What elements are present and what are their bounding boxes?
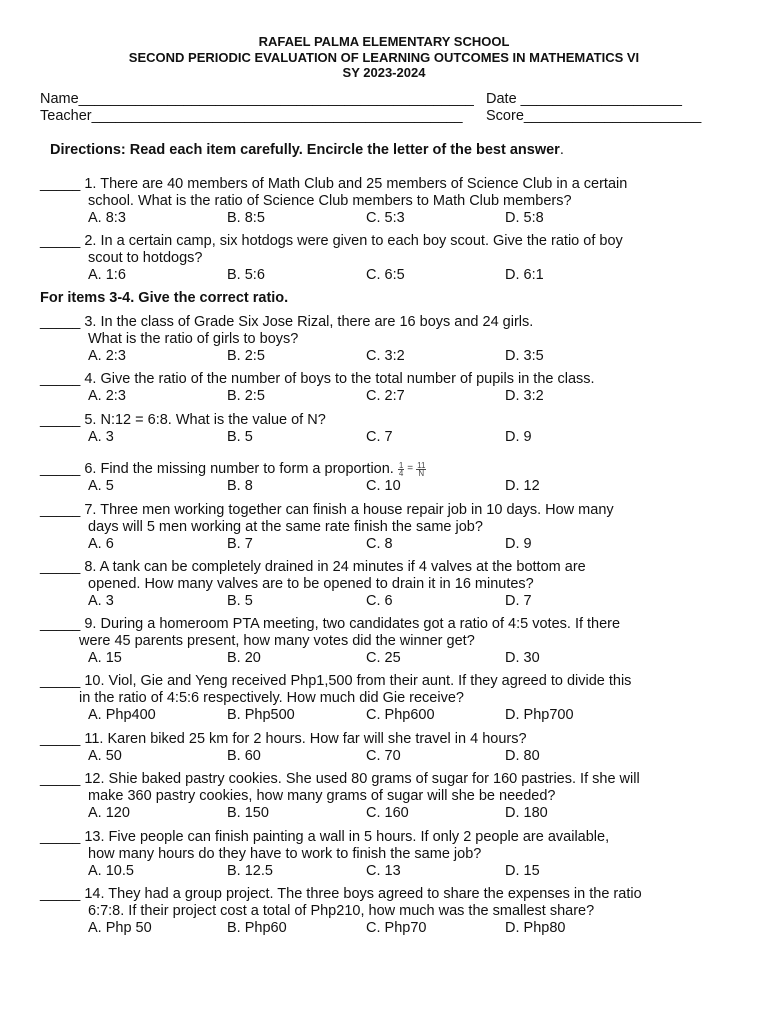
question-12 [40,771,740,821]
directions-text: Directions: Read each item carefully. Encircle the letter of the best answer [50,142,560,158]
choice-c[interactable]: C. 8 [366,535,393,552]
question-9 [40,616,740,666]
choice-b[interactable]: B. 7 [227,535,253,552]
question-text: 3. In the class of Grade Six Jose Rizal, there are 16 boys and 24 girls. [84,314,534,330]
choice-c[interactable]: C. 7 [366,428,393,445]
exam-title: SECOND PERIODIC EVALUATION OF LEARNING OUTCOMES IN MATHEMATICS VI [128,49,640,65]
choice-c[interactable]: C. 6:5 [366,266,405,283]
answer-blank[interactable]: _____ [40,559,81,575]
choice-a[interactable]: A. 6 [88,535,114,552]
question-11 [40,731,740,765]
choice-b[interactable]: B. 12.5 [227,862,273,879]
question-13 [40,829,740,879]
question-text: 1. There are 40 members of Math Club and 25 members of Science Club in a certain [84,176,628,192]
choice-c[interactable]: C. 2:7 [366,387,405,404]
choice-d[interactable]: D. 6:1 [505,266,544,283]
question-text-cont: days will 5 men working at the same rate finish the same job? [88,518,483,535]
question-10 [40,673,740,723]
choice-b[interactable]: B. Php60 [227,919,287,936]
question-text-cont: in the ratio of 4:5:6 respectively. How much did Gie receive? [79,689,464,706]
answer-blank[interactable]: _____ [40,731,81,747]
choice-d[interactable]: D. 15 [505,862,540,879]
question-text: 12. Shie baked pastry cookies. She used 80 grams of sugar for 160 pastries. If she will [84,771,640,787]
choice-b[interactable]: B. 2:5 [227,347,265,364]
answer-blank[interactable]: _____ [40,412,81,428]
fraction-denominator: 4 [398,468,404,478]
choice-b[interactable]: B. 8 [227,478,253,495]
choice-d[interactable]: D. 7 [505,592,532,609]
student-info-fields [40,91,730,125]
directions-period: . [559,142,564,158]
fraction-denominator: N [418,468,425,478]
choice-a[interactable]: A. 15 [88,649,122,666]
question-1 [40,176,740,226]
choice-b[interactable]: B. 20 [227,649,261,666]
choice-b[interactable]: B. Php500 [227,706,295,723]
question-text-cont: 6:7:8. If their project cost a total of Php210, how much was the smallest share? [88,902,595,919]
question-text: 11. Karen biked 25 km for 2 hours. How far will she travel in 4 hours? [84,731,527,747]
date-field[interactable]: Date ____________________ [486,91,682,107]
directions [50,142,564,158]
question-text: 6. Find the missing number to form a proportion. [84,461,394,478]
choice-d[interactable]: D. 3:2 [505,387,544,404]
school-year: SY 2023-2024 [342,65,426,80]
question-text: 2. In a certain camp, six hotdogs were given to each boy scout. Give the ratio of boy [84,233,623,249]
choice-d[interactable]: D. 5:8 [505,209,544,226]
choice-b[interactable]: B. 5 [227,428,253,445]
answer-blank[interactable]: _____ [40,673,81,689]
question-text: 7. Three men working together can finish a house repair job in 10 days. How many [84,502,614,518]
choice-a[interactable]: A. 50 [88,747,122,764]
question-text: 5. N:12 = 6:8. What is the value of N? [84,412,326,428]
choice-d[interactable]: D. 30 [505,649,540,666]
answer-blank[interactable]: _____ [40,616,81,632]
choice-a[interactable]: A. 2:3 [88,347,126,364]
answer-blank[interactable]: _____ [40,502,81,518]
question-5 [40,412,740,446]
choice-b[interactable]: B. 150 [227,804,269,821]
score-field[interactable]: Score______________________ [486,108,702,124]
choice-b[interactable]: B. 8:5 [227,209,265,226]
question-text-cont: how many hours do they have to work to finish the same job? [88,845,482,862]
choice-a[interactable]: A. 5 [88,478,114,495]
document-header [0,34,768,81]
choice-b[interactable]: B. 2:5 [227,387,265,404]
fields-row-1 [40,91,730,108]
proportion-equation [398,461,427,478]
question-7 [40,502,740,552]
question-text-cont: opened. How many valves are to be opened to drain it in 16 minutes? [88,575,534,592]
fields-row-2 [40,108,730,125]
choice-c[interactable]: C. 5:3 [366,209,405,226]
choice-b[interactable]: B. 5 [227,592,253,609]
choice-d[interactable]: D. Php700 [505,706,574,723]
answer-blank[interactable]: _____ [40,371,81,387]
choice-d[interactable]: D. 12 [505,478,540,495]
question-2 [40,233,740,283]
choice-a[interactable]: A. 1:6 [88,266,126,283]
choice-a[interactable]: A. 8:3 [88,209,126,226]
question-text-cont: make 360 pastry cookies, how many grams of sugar will she be needed? [88,787,556,804]
answer-blank[interactable]: _____ [40,176,81,192]
question-6 [40,461,740,495]
choice-c[interactable]: C. Php70 [366,919,427,936]
choice-d[interactable]: D. 9 [505,535,532,552]
answer-blank[interactable]: _____ [40,461,81,478]
choice-a[interactable]: A. 3 [88,592,114,609]
answer-blank[interactable]: _____ [40,771,81,787]
answer-blank[interactable]: _____ [40,233,81,249]
question-text: 8. A tank can be completely drained in 24 minutes if 4 valves at the bottom are [84,559,586,575]
question-text-cont: were 45 parents present, how many votes did the winner get? [79,632,475,649]
question-14 [40,886,740,936]
question-text: 10. Viol, Gie and Yeng received Php1,500 from their aunt. If they agreed to divide this [84,673,632,689]
name-field[interactable]: Name_________________________________________________ [40,91,474,107]
teacher-field[interactable]: Teacher______________________________________________ [40,108,463,124]
choice-d[interactable]: D. 180 [505,804,548,821]
choice-c[interactable]: C. 13 [366,862,401,879]
choice-d[interactable]: D. Php80 [505,919,566,936]
choice-a[interactable]: A. 2:3 [88,387,126,404]
choice-d[interactable]: D. 3:5 [505,347,544,364]
question-text-cont: What is the ratio of girls to boys? [88,330,299,347]
equals-sign: = [407,463,414,474]
answer-blank[interactable]: _____ [40,829,81,845]
question-3 [40,314,740,364]
choice-c[interactable]: C. 70 [366,747,401,764]
question-text: 13. Five people can finish painting a wall in 5 hours. If only 2 people are available, [84,829,610,845]
school-name: RAFAEL PALMA ELEMENTARY SCHOOL [258,34,510,49]
choice-c[interactable]: C. 10 [366,478,401,495]
answer-blank[interactable]: _____ [40,886,81,902]
question-text-cont: school. What is the ratio of Science Club members to Math Club members? [88,192,572,209]
choice-a[interactable]: A. Php400 [88,706,156,723]
question-text: 4. Give the ratio of the number of boys to the total number of pupils in the class. [84,371,595,387]
choice-c[interactable]: C. 3:2 [366,347,405,364]
choice-a[interactable]: A. 120 [88,804,130,821]
choice-a[interactable]: A. Php 50 [88,919,152,936]
question-8 [40,559,740,609]
fraction-numerator: 1 [398,460,404,470]
choice-a[interactable]: A. 10.5 [88,862,134,879]
choice-d[interactable]: D. 80 [505,747,540,764]
answer-blank[interactable]: _____ [40,314,81,330]
note-items-3-4: For items 3-4. Give the correct ratio. [40,290,289,306]
choice-c[interactable]: C. Php600 [366,706,435,723]
choice-a[interactable]: A. 3 [88,428,114,445]
question-text: 9. During a homeroom PTA meeting, two candidates got a ratio of 4:5 votes. If there [84,616,621,632]
fraction-numerator: 11 [417,460,426,470]
question-text-cont: scout to hotdogs? [88,249,203,266]
choice-c[interactable]: C. 25 [366,649,401,666]
choice-b[interactable]: B. 60 [227,747,261,764]
choice-b[interactable]: B. 5:6 [227,266,265,283]
choice-d[interactable]: D. 9 [505,428,532,445]
question-4 [40,371,740,405]
question-text: 14. They had a group project. The three boys agreed to share the expenses in the ratio [84,886,642,902]
choice-c[interactable]: C. 160 [366,804,409,821]
choice-c[interactable]: C. 6 [366,592,393,609]
